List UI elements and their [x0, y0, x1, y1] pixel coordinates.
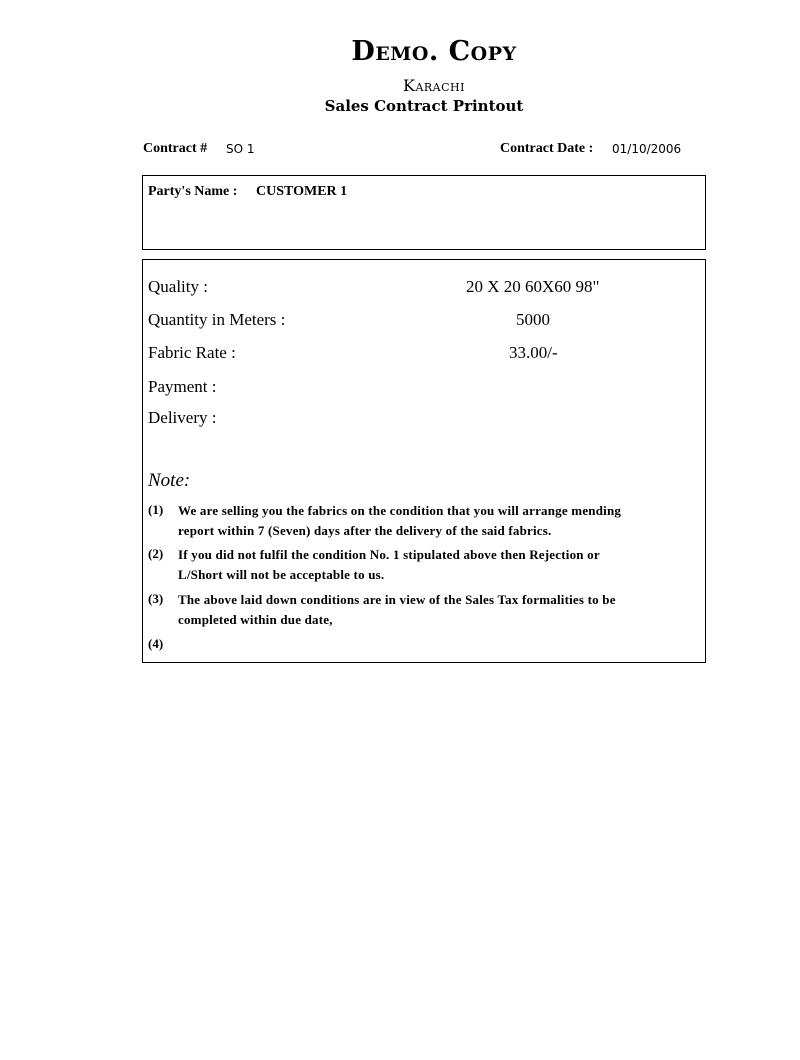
party-box — [142, 175, 706, 250]
note-item-line: report within 7 (Seven) days after the delivery of the said fabrics. — [178, 523, 552, 538]
party-name-label: Party's Name : — [148, 184, 238, 199]
note-item-line: completed within due date, — [178, 612, 333, 627]
note-item-number: (3) — [148, 591, 164, 606]
note-item-line: The above laid down conditions are in view of the Sales Tax formalities to be — [178, 592, 616, 607]
delivery-label: Delivery : — [148, 408, 217, 427]
document-subtitle: Sales Contract Printout — [324, 97, 524, 115]
fabric-rate-value: 33.00/- — [509, 343, 558, 362]
note-item-number: (4) — [148, 636, 164, 651]
note-heading: Note: — [148, 470, 191, 491]
contract-details-box — [142, 259, 706, 663]
note-item-line: We are selling you the fabrics on the condition that you will arrange mending — [178, 503, 622, 518]
note-item-line: If you did not fulfil the condition No. 1 stipulated above then Rejection or — [178, 547, 600, 562]
contract-number-label: Contract # — [143, 141, 208, 156]
document-title: Demo. Copy — [351, 36, 517, 67]
fabric-rate-label: Fabric Rate : — [148, 343, 236, 362]
party-name-value: CUSTOMER 1 — [256, 184, 348, 199]
quality-value: 20 X 20 60X60 98" — [466, 277, 600, 296]
document-city: Karachi — [403, 76, 465, 95]
contract-date-label: Contract Date : — [500, 141, 594, 156]
quantity-label: Quantity in Meters : — [148, 310, 286, 329]
note-item-line: L/Short will not be acceptable to us. — [178, 567, 385, 582]
quantity-value: 5000 — [516, 310, 550, 329]
contract-date-value: 01/10/2006 — [612, 142, 682, 156]
note-item-number: (2) — [148, 546, 164, 561]
contract-number-value: SO 1 — [226, 142, 255, 156]
payment-label: Payment : — [148, 377, 217, 396]
note-item-number: (1) — [148, 502, 164, 517]
quality-label: Quality : — [148, 277, 208, 296]
